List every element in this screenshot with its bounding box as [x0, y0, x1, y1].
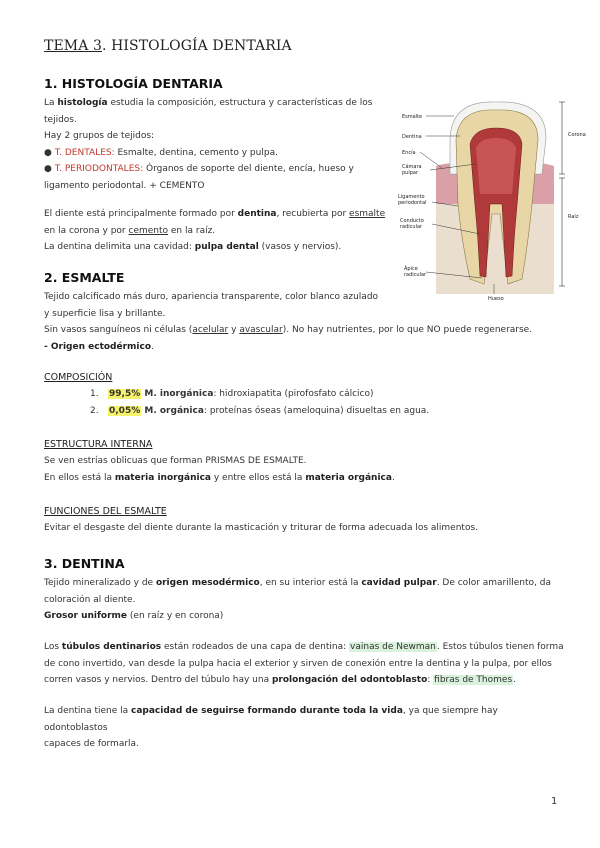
label-raiz: Raíz [568, 214, 579, 220]
text-line: en la corona y por cemento en la raíz. [44, 225, 216, 236]
text-line: La dentina tiene la capacidad de seguirse formando durante toda la vida, ya que siempre hay odontoblastos [44, 706, 498, 733]
text-line: La dentina delimita una cavidad: pulpa dental (vasos y nervios). [44, 242, 342, 252]
text-line: ● T. PERIODONTALES: Órganos de soporte del diente, encía, hueso y [44, 164, 354, 174]
label-apice-2: radicular [404, 272, 427, 278]
page-title: TEMA 3. HISTOLOGÍA DENTARIA [44, 38, 292, 54]
text-line: ligamento periodontal. + CEMENTO [44, 180, 205, 191]
section-heading-esmalte: 2. ESMALTE [44, 270, 125, 285]
text-line: Se ven estrías oblicuas que forman PRISMAS DE ESMALTE. [44, 456, 307, 466]
label-conducto: Conducto [400, 218, 424, 224]
section-heading-dentina: 3. DENTINA [44, 556, 125, 571]
text-line: coloración al diente. [44, 594, 136, 605]
subheading-estructura: ESTRUCTURA INTERNA [44, 439, 153, 450]
subheading-funciones: FUNCIONES DEL ESMALTE [44, 506, 167, 517]
text-line: Evitar el desgaste del diente durante la masticación y triturar de forma adecuada los alimentos. [44, 523, 478, 533]
text-line: Tejido calcificado más duro, apariencia transparente, color blanco azulado [44, 292, 379, 302]
label-camara: Cámara [402, 164, 422, 170]
label-ligamento-2: periodontal [398, 200, 427, 206]
page-number: 1 [551, 796, 558, 807]
section2-text [44, 289, 564, 355]
text-line: capaces de formarla. [44, 739, 139, 749]
section-heading-histologia: 1. HISTOLOGÍA DENTARIA [44, 76, 223, 91]
estructura-text [44, 453, 564, 486]
text-line: El diente está principalmente formado por dentina, recubierta por esmalte [44, 209, 386, 219]
text-line: Sin vasos sanguíneos ni células (acelular y avascular). No hay nutrientes, por lo que NO puede regenerarse. [44, 325, 533, 335]
text-line: de cono invertido, van desde la pulpa hacia el exterior y sirven de conexión entre la dentina y la pulpa, por ellos [44, 658, 552, 669]
text-line: En ellos está la materia inorgánica y entre ellos está la materia orgánica. [44, 472, 395, 483]
text-line: y superficie lisa y brillante. [44, 308, 166, 319]
pulp-chamber [476, 138, 516, 194]
section1-text-2 [44, 206, 389, 256]
section3-text-3 [44, 703, 564, 753]
label-corona: Corona [568, 132, 586, 138]
subheading-composicion: COMPOSICIÓN [44, 372, 113, 383]
section3-text [44, 575, 564, 625]
text-line: ● T. DENTALES: Esmalte, dentina, cemento y pulpa. [44, 147, 278, 158]
label-encia: Encía [402, 150, 416, 156]
label-ligamento: Ligamento [398, 194, 425, 200]
list-item: 2. 0,05% M. orgánica: proteínas óseas (ameloquina) disueltas en agua. [90, 405, 430, 416]
text-line: La histología estudia la composición, estructura y características de los [44, 98, 373, 108]
text-line: - Origen ectodérmico. [44, 341, 154, 352]
label-conducto-2: radicular [400, 224, 423, 230]
label-esmalte: Esmalte [402, 114, 423, 120]
composition-list [90, 386, 429, 419]
text-line: Grosor uniforme (en raíz y en corona) [44, 611, 224, 621]
label-apice: Ápice [404, 266, 418, 272]
text-line: corren vasos y nervios. Dentro del túbulo hay una prolongación del odontoblasto: fibras de Thomes. [44, 675, 517, 685]
text-line: Los túbulos dentinarios están rodeados de una capa de dentina: vainas de Newman. Estos túbulos tienen forma [44, 642, 564, 652]
text-line: Hay 2 grupos de tejidos: [44, 131, 155, 141]
label-camara-2: pulpar [402, 170, 419, 176]
text-line: tejidos. [44, 114, 77, 125]
label-dentina: Dentina [402, 134, 422, 140]
label-hueso: Hueso [488, 296, 504, 302]
text-line: Tejido mineralizado y de origen mesodérmico, en su interior está la cavidad pulpar. De color amarillento, da [44, 578, 551, 588]
section1-text [44, 95, 384, 194]
section3-text-2 [44, 639, 564, 689]
funciones-text [44, 520, 564, 537]
tooth-anatomy-figure [396, 94, 592, 304]
list-item: 1. 99,5% M. inorgánica: hidroxiapatita (pirofosfato cálcico) [90, 389, 374, 399]
